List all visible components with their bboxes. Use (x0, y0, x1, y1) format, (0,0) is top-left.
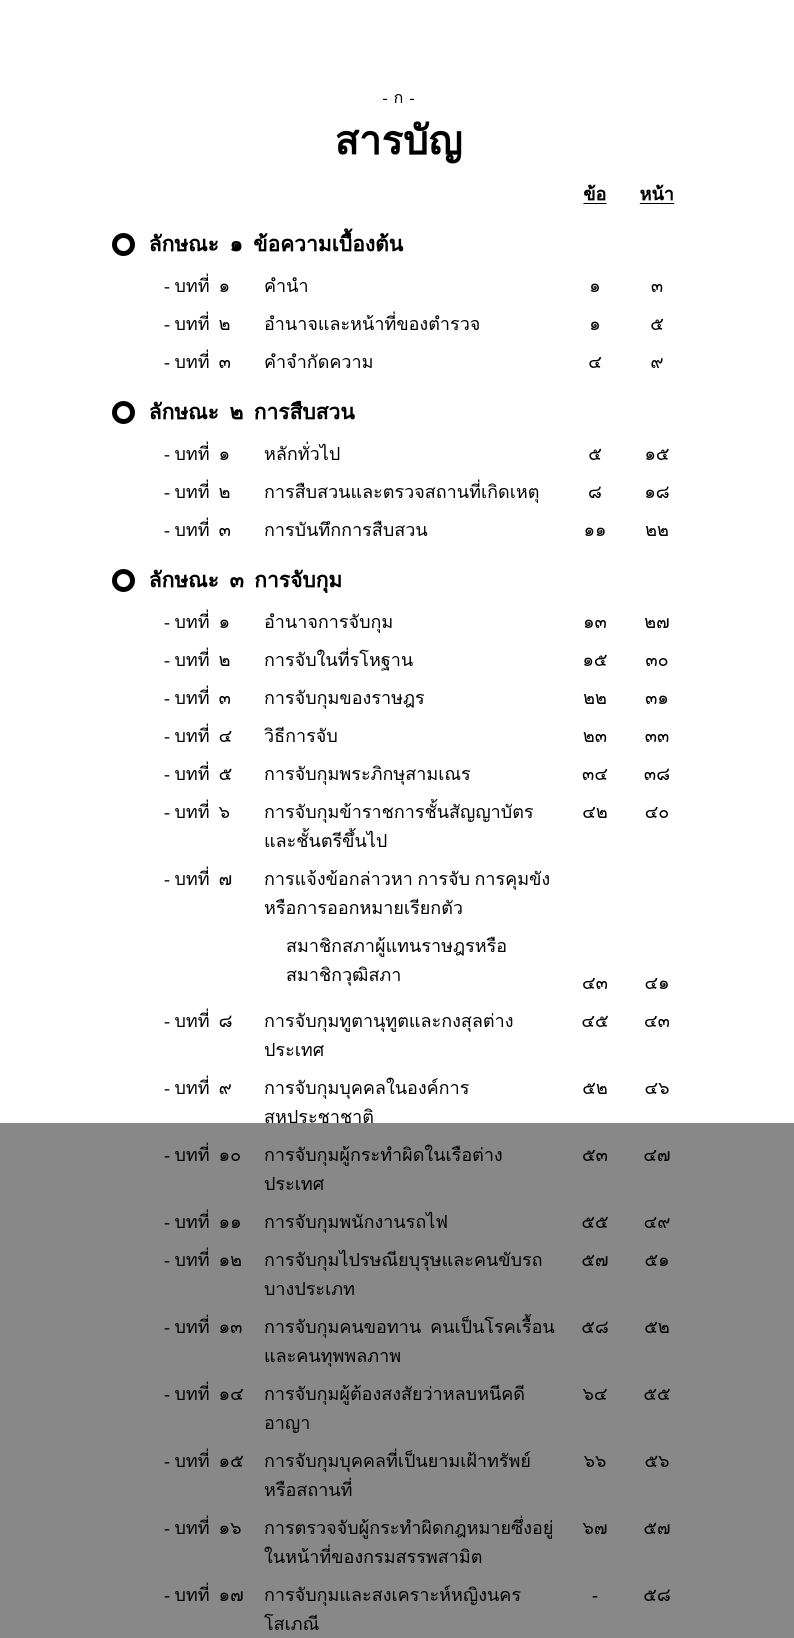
chapter-label: - บทที่ ๖ (164, 802, 231, 822)
chapter-item-number: ๕๘ (581, 1317, 609, 1337)
toc-row (112, 477, 686, 506)
chapter-item-number: ๕๓ (582, 1145, 608, 1165)
chapter-label: - บทที่ ๒ (164, 650, 231, 670)
chapter-title: อำนาจการจับกุม (264, 612, 394, 632)
toc-row (112, 1580, 686, 1638)
chapter-title: การตรวจจับผู้กระทำผิดกฎหมายซึ่งอยู่ในหน้าที่ของกรมสรรพสามิต (264, 1518, 554, 1567)
section-bullet-icon (112, 569, 135, 592)
chapter-item-number: ๖๔ (582, 1384, 608, 1404)
chapter-label: - บทที่ ๔ (164, 726, 233, 746)
chapter-title: การจับกุมพระภิกษุสามเณร (264, 764, 471, 784)
chapter-page-number: ๒๗ (644, 612, 670, 632)
chapter-page-number: ๕๘ (643, 1585, 671, 1605)
toc-row (112, 797, 686, 855)
chapter-item-number: ๑๑ (583, 520, 607, 540)
chapter-item-number: ๓๔ (582, 764, 608, 784)
chapter-page-number: ๑๘ (644, 482, 670, 502)
toc-row (112, 1513, 686, 1571)
toc-row (112, 645, 686, 674)
chapter-title: อำนาจและหน้าที่ของตำรวจ (264, 314, 481, 334)
chapter-item-number: ๔๓ (582, 973, 608, 993)
section-bullet-icon (112, 233, 135, 256)
toc-row (112, 1006, 686, 1064)
toc-row (112, 1312, 686, 1370)
chapter-label: - บทที่ ๓ (164, 520, 231, 540)
toc-row (112, 309, 686, 338)
chapter-title: การจับกุมข้าราชการชั้นสัญญาบัตรและชั้นตรีขึ้นไป (264, 802, 534, 851)
chapter-item-number: ๒๒ (583, 688, 607, 708)
chapter-title: การจับกุมทูตานุทูตและกงสุลต่างประเทศ (264, 1011, 514, 1060)
chapter-page-number: ๔๓ (644, 1011, 670, 1031)
chapter-item-number: ๘ (588, 482, 602, 502)
toc-row (112, 439, 686, 468)
chapter-item-number: ๔๒ (582, 802, 608, 822)
chapter-page-number: ๔๑ (644, 973, 670, 993)
chapter-page-number: ๕๗ (643, 1518, 671, 1538)
chapter-label: - บทที่ ๑๗ (164, 1585, 244, 1605)
section-heading-row (112, 564, 686, 597)
column-headers (112, 179, 686, 208)
chapter-page-number: ๑๕ (644, 444, 670, 464)
chapter-label: - บทที่ ๑๔ (164, 1384, 244, 1404)
chapter-label: - บทที่ ๙ (164, 1078, 232, 1098)
chapter-label: - บทที่ ๗ (164, 869, 233, 889)
column-header-page: หน้า (639, 184, 675, 204)
chapter-title: การจับกุมผู้กระทำผิดในเรือต่างประเทศ (264, 1145, 503, 1194)
chapter-label: - บทที่ ๑๖ (164, 1518, 242, 1538)
toc-row (112, 1140, 686, 1198)
toc-row (112, 1379, 686, 1437)
chapter-title: การจับกุมบุคคลในองค์การสหประชาชาติ (264, 1078, 470, 1127)
chapter-item-number: ๖๖ (583, 1451, 607, 1471)
chapter-page-number: ๕ (650, 314, 664, 334)
chapter-label: - บทที่ ๑ (164, 444, 231, 464)
chapter-title: การสืบสวนและตรวจสถานที่เกิดเหตุ (264, 482, 540, 502)
chapter-item-number: ๖๗ (582, 1518, 608, 1538)
section-bullet-icon (112, 401, 135, 424)
chapter-title: การแจ้งข้อกล่าวหา การจับ การคุมขังหรือการออกหมายเรียกตัว (264, 869, 551, 918)
section-heading-row (112, 228, 686, 261)
page-title: สารบัญ (335, 118, 463, 163)
chapter-title: การจับในที่รโหฐาน (264, 650, 414, 670)
chapter-page-number: ๓๘ (643, 764, 671, 784)
section-title: ลักษณะ ๒ การสืบสวน (149, 400, 355, 424)
chapter-page-number: ๔๗ (643, 1145, 671, 1165)
chapter-label: - บทที่ ๑๓ (164, 1317, 243, 1337)
column-header-item: ข้อ (583, 184, 607, 204)
chapter-title: การบันทึกการสืบสวน (264, 520, 428, 540)
toc-row (112, 721, 686, 750)
toc-row (112, 1245, 686, 1303)
section-title: ลักษณะ ๑ ข้อความเบื้องต้น (149, 232, 404, 256)
chapter-page-number: ๕๖ (644, 1451, 670, 1471)
chapter-title: หลักทั่วไป (264, 444, 341, 464)
chapter-label: - บทที่ ๒ (164, 482, 231, 502)
chapter-label: - บทที่ ๓ (164, 352, 231, 372)
chapter-label: - บทที่ ๑๒ (164, 1250, 242, 1270)
chapter-label: - บทที่ ๕ (164, 764, 233, 784)
chapter-page-number: ๒๒ (645, 520, 669, 540)
chapter-title: การจับกุมไปรษณียบุรุษและคนขับรถบางประเภท (264, 1250, 543, 1299)
chapter-label: - บทที่ ๒ (164, 314, 231, 334)
chapter-page-number: ๓ (650, 276, 664, 296)
toc-row (112, 1207, 686, 1236)
page-marker: - ก - (382, 90, 416, 107)
toc-row (112, 864, 686, 922)
chapter-title: การจับกุมและสงเคราะห์หญิงนครโสเภณี (264, 1585, 521, 1634)
chapter-title: คำจำกัดความ (264, 352, 374, 372)
chapter-page-number: ๔๙ (643, 1212, 671, 1232)
chapter-page-number: ๔๖ (644, 1078, 670, 1098)
chapter-page-number: ๓๓ (644, 726, 670, 746)
chapter-label: - บทที่ ๘ (164, 1011, 233, 1031)
chapter-label: - บทที่ ๓ (164, 688, 231, 708)
chapter-item-number: ๑๕ (582, 650, 608, 670)
toc-row (112, 347, 686, 376)
toc-row (112, 607, 686, 636)
chapter-item-number: ๔ (588, 352, 602, 372)
chapter-item-number: ๕ (588, 444, 602, 464)
chapter-title-continuation: สมาชิกสภาผู้แทนราษฎรหรือสมาชิกวุฒิสภา (286, 936, 508, 985)
toc-row-continuation (112, 931, 686, 997)
chapter-item-number: ๕๕ (581, 1212, 609, 1232)
chapter-title: การจับกุมผู้ต้องสงสัยว่าหลบหนีคดีอาญา (264, 1384, 525, 1433)
chapter-page-number: ๓๐ (645, 650, 669, 670)
toc-row (112, 271, 686, 300)
toc-row (112, 759, 686, 788)
section-title: ลักษณะ ๓ การจับกุม (149, 568, 343, 592)
chapter-page-number: ๕๕ (643, 1384, 671, 1404)
chapter-title: การจับกุมของราษฎร (264, 688, 425, 708)
chapter-page-number: ๙ (650, 352, 664, 372)
chapter-page-number: ๕๒ (644, 1317, 670, 1337)
chapter-item-number: - (592, 1585, 598, 1605)
chapter-page-number: ๔๐ (644, 802, 670, 822)
chapter-label: - บทที่ ๑๐ (164, 1145, 242, 1165)
chapter-page-number: ๕๑ (644, 1250, 670, 1270)
chapter-title: การจับกุมบุคคลที่เป็นยามเฝ้าทรัพย์หรือสถานที่ (264, 1451, 531, 1500)
chapter-title: การจับกุมพนักงานรถไฟ (264, 1212, 449, 1232)
toc-row (112, 1073, 686, 1131)
chapter-item-number: ๑ (589, 276, 601, 296)
toc-row (112, 515, 686, 544)
chapter-item-number: ๑๓ (583, 612, 607, 632)
chapter-item-number: ๔๕ (581, 1011, 609, 1031)
chapter-label: - บทที่ ๑๕ (164, 1451, 244, 1471)
chapter-title: คำนำ (264, 276, 309, 296)
section-heading-row (112, 396, 686, 429)
chapter-title: การจับกุมคนขอทาน คนเป็นโรคเรื้อนและคนทุพพลภาพ (264, 1317, 555, 1366)
chapter-page-number: ๓๑ (645, 688, 669, 708)
toc-row (112, 683, 686, 712)
chapter-title: วิธีการจับ (264, 726, 338, 746)
chapter-item-number: ๕๗ (581, 1250, 609, 1270)
chapter-item-number: ๕๒ (582, 1078, 608, 1098)
chapter-label: - บทที่ ๑ (164, 276, 231, 296)
chapter-label: - บทที่ ๑ (164, 612, 231, 632)
chapter-item-number: ๒๓ (582, 726, 608, 746)
toc-row (112, 1446, 686, 1504)
chapter-item-number: ๑ (589, 314, 601, 334)
chapter-label: - บทที่ ๑๑ (164, 1212, 242, 1232)
